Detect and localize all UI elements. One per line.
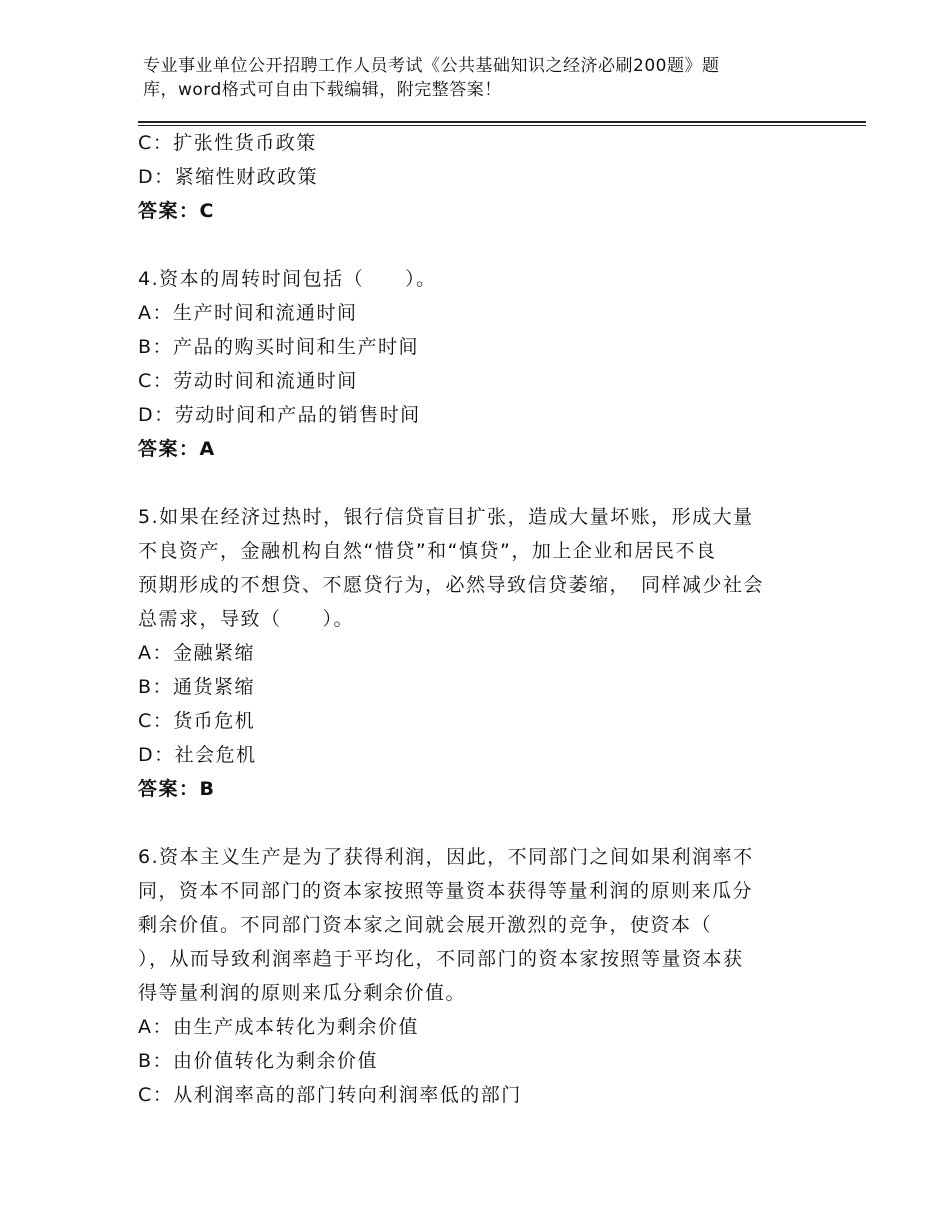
option-c: C：劳动时间和流通时间 [138, 370, 358, 392]
option-c: C：从利润率高的部门转向利润率低的部门 [138, 1084, 522, 1106]
question-stem-line: 总需求，导致（ ）。 [138, 608, 355, 630]
question-stem-line: ），从而导致利润率趋于平均化，不同部门的资本家按照等量资本获 [138, 948, 744, 970]
option-c: C：扩张性货币政策 [138, 132, 317, 154]
question-6 [138, 840, 818, 1112]
question-stem-line: 得等量利润的原则来瓜分剩余价值。 [138, 982, 467, 1004]
question-stem-line: 5.如果在经济过热时，银行信贷盲目扩张，造成大量坏账，形成大量 [138, 506, 754, 528]
header-rule-thick [138, 121, 866, 123]
option-c: C：货币危机 [138, 710, 256, 732]
answer: 答案：B [138, 778, 216, 800]
option-a: A：生产时间和流通时间 [138, 302, 358, 324]
answer: 答案：C [138, 200, 215, 222]
document-header [143, 54, 823, 102]
question-5 [138, 500, 818, 806]
question-stem-line: 6.资本主义生产是为了获得利润，因此，不同部门之间如果利润率不 [138, 846, 754, 868]
header-line-2: 库，word格式可自由下载编辑，附完整答案！ [143, 80, 502, 100]
answer: 答案：A [138, 438, 216, 460]
question-stem-line: 预期形成的不想贷、不愿贷行为，必然导致信贷萎缩， 同样减少社会 [138, 574, 765, 596]
option-d: D：紧缩性财政政策 [138, 166, 319, 188]
option-d: D：社会危机 [138, 744, 257, 766]
question-stem-line: 剩余价值。不同部门资本家之间就会展开激烈的竞争，使资本（ [138, 914, 713, 936]
option-b: B：由价值转化为剩余价值 [138, 1050, 379, 1072]
question-stem-line: 不良资产，金融机构自然“惜贷”和“慎贷”，加上企业和居民不良 [138, 540, 717, 562]
question-stem-line: 同，资本不同部门的资本家按照等量资本获得等量利润的原则来瓜分 [138, 880, 754, 902]
option-d: D：劳动时间和产品的销售时间 [138, 404, 421, 426]
option-b: B：通货紧缩 [138, 676, 256, 698]
question-4 [138, 262, 818, 466]
option-a: A：由生产成本转化为剩余价值 [138, 1016, 419, 1038]
option-a: A：金融紧缩 [138, 642, 255, 664]
option-b: B：产品的购买时间和生产时间 [138, 336, 420, 358]
question-content [138, 126, 818, 1112]
question-stem: 4.资本的周转时间包括（ ）。 [138, 268, 437, 290]
question-3-tail [138, 126, 818, 228]
header-line-1: 专业事业单位公开招聘工作人员考试《公共基础知识之经济必刷200题》题 [143, 56, 720, 76]
